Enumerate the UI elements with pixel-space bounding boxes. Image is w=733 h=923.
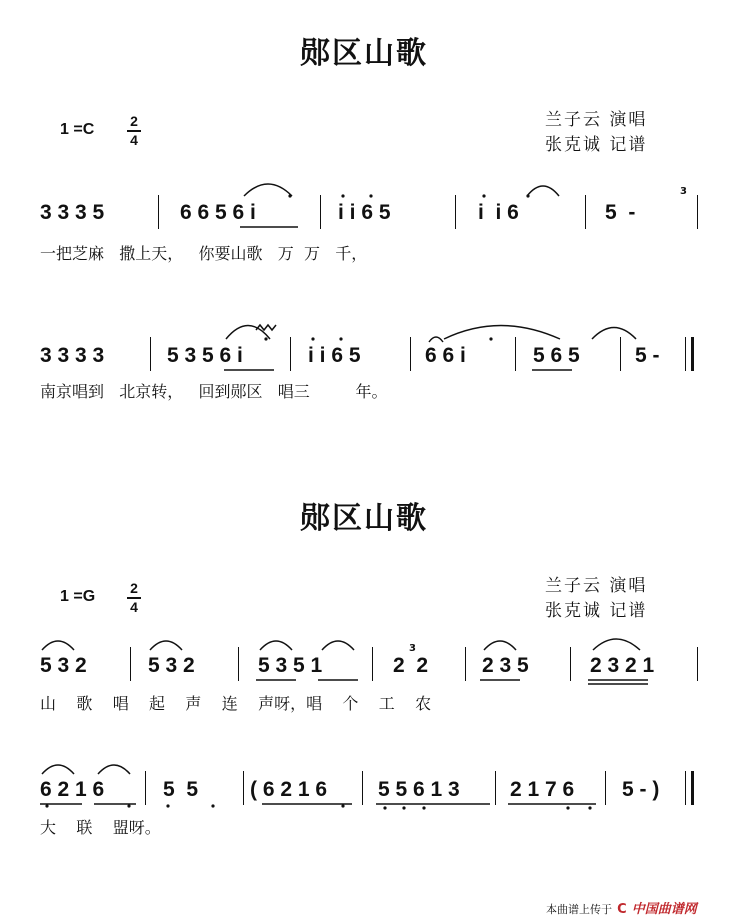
slur (484, 641, 516, 650)
watermark-text: 本曲谱上传于 (546, 903, 612, 916)
measure: 6 6 i (425, 344, 466, 367)
slur (527, 186, 559, 196)
score-title: 郧区山歌 (300, 501, 428, 536)
slur (226, 326, 270, 340)
grace-note-mark: 3 (409, 643, 416, 654)
performer-credit: 兰子云 演唱 (545, 576, 648, 596)
transcriber-credit: 张克诚 记谱 (545, 601, 648, 621)
slur (322, 641, 354, 650)
measure: 5 3 2 (40, 654, 87, 677)
site-name: 中国曲谱网 (631, 902, 697, 917)
measure: 5 6 5 (533, 344, 580, 367)
site-logo-icon: C (617, 902, 627, 917)
lyrics-line: 大 联 盟呀。 (40, 818, 161, 837)
performer-credit: 兰子云 演唱 (545, 110, 648, 130)
measure: 5 - (605, 201, 636, 224)
lyrics-line: 山 歌 唱 起 声 连 声呀，唱 个 工 农 (40, 694, 432, 713)
slur (42, 641, 74, 650)
measure: 5 - (635, 344, 660, 367)
measure: 5 3 5 6 i (167, 344, 243, 367)
time-signature-top: 2 (130, 113, 138, 129)
triplet-mark: 3 (680, 186, 687, 197)
measure: 3 3 3 5 (40, 201, 105, 224)
transcriber-credit: 张克诚 记谱 (545, 135, 648, 155)
measure: i i 6 (478, 201, 519, 224)
slur (444, 326, 560, 340)
lyrics-line: 南京唱到 北京转， 回到郧区 唱三 年。 (40, 382, 388, 401)
slur (150, 641, 182, 650)
measure: 2 3 2 1 (590, 654, 655, 677)
measure: 5 5 (163, 778, 199, 801)
lyrics-line: 一把芝麻 撒上天， 你要山歌 万 万 千， (40, 244, 368, 263)
key-signature: 1 =C (60, 121, 95, 138)
measure: 5 5 6 1 3 (378, 778, 460, 801)
measure: 2 3 5 (482, 654, 529, 677)
key-signature: 1 =G (60, 588, 96, 605)
measure: 6 6 5 6 i (180, 201, 256, 224)
time-signature-bottom: 4 (130, 132, 138, 148)
slur (260, 641, 292, 650)
measure: 5 3 5 1 (258, 654, 323, 677)
slur (244, 184, 292, 196)
measure: i i 6 5 (338, 201, 391, 224)
measure: 5 - ) (622, 778, 660, 801)
measure: 2 2 (393, 654, 429, 677)
slur (42, 765, 74, 774)
time-signature-top: 2 (130, 580, 138, 596)
measure: 3 3 3 3 (40, 344, 105, 367)
score-title: 郧区山歌 (300, 36, 428, 71)
measure: 6 2 1 6 (40, 778, 105, 801)
measure: ( 6 2 1 6 (250, 778, 328, 801)
slur (593, 639, 640, 650)
measure: 5 3 2 (148, 654, 195, 677)
measure: i i 6 5 (308, 344, 361, 367)
time-signature-bottom: 4 (130, 599, 138, 615)
fermata-arc (429, 337, 443, 342)
watermark (546, 898, 697, 917)
measure: 2 1 7 6 (510, 778, 575, 801)
slur (98, 765, 130, 774)
slur (592, 328, 636, 340)
